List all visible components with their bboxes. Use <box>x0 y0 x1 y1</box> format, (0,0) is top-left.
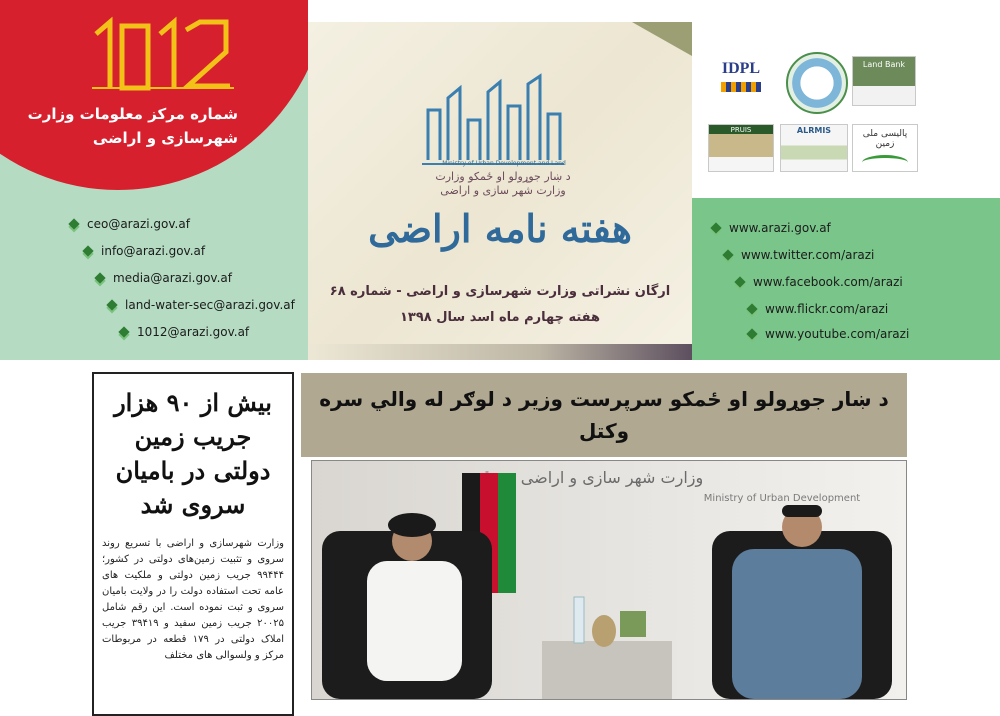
email-link[interactable]: media@arazi.gov.af <box>113 271 232 285</box>
masthead-corner-accent <box>632 22 692 56</box>
email-item[interactable] <box>120 322 249 342</box>
hotline-line-2: شهرسازی و اراضی <box>92 129 238 147</box>
left-person-clothing <box>367 561 462 681</box>
pruis-logo <box>708 124 774 172</box>
ministry-caption: Ministry of Urban Development and Land <box>442 160 566 167</box>
email-item[interactable] <box>96 268 232 288</box>
meeting-photo <box>311 460 907 700</box>
bullet-diamond-icon <box>118 326 129 337</box>
land-policy-logo <box>852 124 918 172</box>
masthead <box>308 22 692 360</box>
ministry-name-pashto: د ښار جوړولو او ځمکو وزارت <box>435 170 571 183</box>
bullet-diamond-icon <box>734 276 745 287</box>
bullet-diamond-icon <box>710 222 721 233</box>
hotline-line-1: شماره مرکز معلومات وزارت <box>27 105 238 123</box>
twitter-link[interactable]: www.twitter.com/arazi <box>741 248 875 262</box>
hotline-1012-logo <box>88 12 238 92</box>
wall-text-english: Ministry of Urban Development <box>703 493 861 504</box>
facebook-link[interactable]: www.facebook.com/arazi <box>753 275 903 289</box>
link-item[interactable] <box>712 218 831 238</box>
bullet-diamond-icon <box>106 299 117 310</box>
partner-logos <box>692 0 1000 198</box>
left-person-turban <box>388 513 436 537</box>
pruis-logo-text: PRUIS <box>730 126 752 134</box>
email-item[interactable] <box>70 214 190 234</box>
idpl-logo <box>708 56 774 100</box>
wall-text-dari: وزارت شهر سازی و اراضی <box>520 468 704 487</box>
youtube-link[interactable]: www.youtube.com/arazi <box>765 327 910 341</box>
email-link[interactable]: ceo@arazi.gov.af <box>87 217 190 231</box>
email-link[interactable]: land-water-sec@arazi.gov.af <box>125 298 295 312</box>
alrmis-logo <box>780 124 848 172</box>
idpl-logo-text: IDPL <box>721 60 761 77</box>
side-article-headline: بیش از ۹۰ هزار جریب زمین دولتی در بامیان سروی شد <box>114 388 272 519</box>
water-bottle-icon <box>574 597 584 643</box>
email-item[interactable] <box>108 295 295 315</box>
vase-icon <box>592 615 616 647</box>
links-panel <box>692 198 1000 360</box>
side-article-body: وزارت شهرسازی و اراضی با تسریع روند سروی و تثبیت زمین‌های دولتی در کشور؛ ۹۹۴۴۴ جریب زمین دولتی و ملکیت های عامه تحت استفاده دولت را در ولایت بامیان سروی و ثبت نموده است. این رقم شامل ۲۰۰۲۵ جریب زمین سفید و ۳۹۴۱۹ جریب املاک دولتی در ۱۷۹ قطعه در مربوطات مرکز و ولسوالی های مختلف <box>102 538 285 661</box>
side-article <box>92 372 294 716</box>
arazi-emblem-icon <box>786 52 848 114</box>
bullet-diamond-icon <box>746 303 757 314</box>
masthead-bottom-bar <box>308 344 692 360</box>
idpl-stripes-icon <box>721 82 761 92</box>
hotline-panel <box>0 0 308 360</box>
meeting-photo-illustration <box>312 461 906 699</box>
weekly-title: هفته نامه اراضی <box>368 206 632 251</box>
link-item[interactable] <box>736 272 903 292</box>
link-item[interactable] <box>748 299 888 319</box>
link-item[interactable] <box>724 245 874 265</box>
website-link[interactable]: www.arazi.gov.af <box>729 221 831 235</box>
land-policy-logo-text: پالیسی ملی زمین <box>862 129 908 149</box>
date-line: هفته چهارم ماه اسد سال ۱۳۹۸ <box>399 310 601 325</box>
table <box>542 641 672 699</box>
issue-line: ارگان نشراتی وزارت شهرسازی و اراضی - شماره ۶۸ <box>329 284 671 299</box>
email-item[interactable] <box>84 241 205 261</box>
main-article-header <box>301 373 907 457</box>
bullet-diamond-icon <box>94 272 105 283</box>
alrmis-logo-text: ALRMIS <box>796 126 832 135</box>
right-person-clothing <box>732 549 862 699</box>
email-link[interactable]: 1012@arazi.gov.af <box>137 325 250 339</box>
picture-frame-icon <box>620 611 646 637</box>
main-article-headline: د ښار جوړولو او ځمکو سرپرست وزیر د لوګر له والي سره وکتل <box>319 387 889 443</box>
flickr-link[interactable]: www.flickr.com/arazi <box>765 302 889 316</box>
land-bank-logo <box>852 56 916 106</box>
flag-green-stripe <box>498 473 516 593</box>
ministry-name-dari: وزارت شهر سازی و اراضی <box>440 184 566 197</box>
land-bank-logo-text: Land Bank <box>862 60 906 69</box>
bullet-diamond-icon <box>82 245 93 256</box>
bullet-diamond-icon <box>746 328 757 339</box>
link-item[interactable] <box>748 324 909 344</box>
ministry-names <box>408 170 598 198</box>
hotline-description <box>20 102 238 150</box>
right-person-hair <box>782 505 822 517</box>
ministry-logo-icon <box>418 70 568 172</box>
land-policy-wave-icon <box>862 155 908 170</box>
email-link[interactable]: info@arazi.gov.af <box>101 244 206 258</box>
bullet-diamond-icon <box>722 249 733 260</box>
bullet-diamond-icon <box>68 218 79 229</box>
